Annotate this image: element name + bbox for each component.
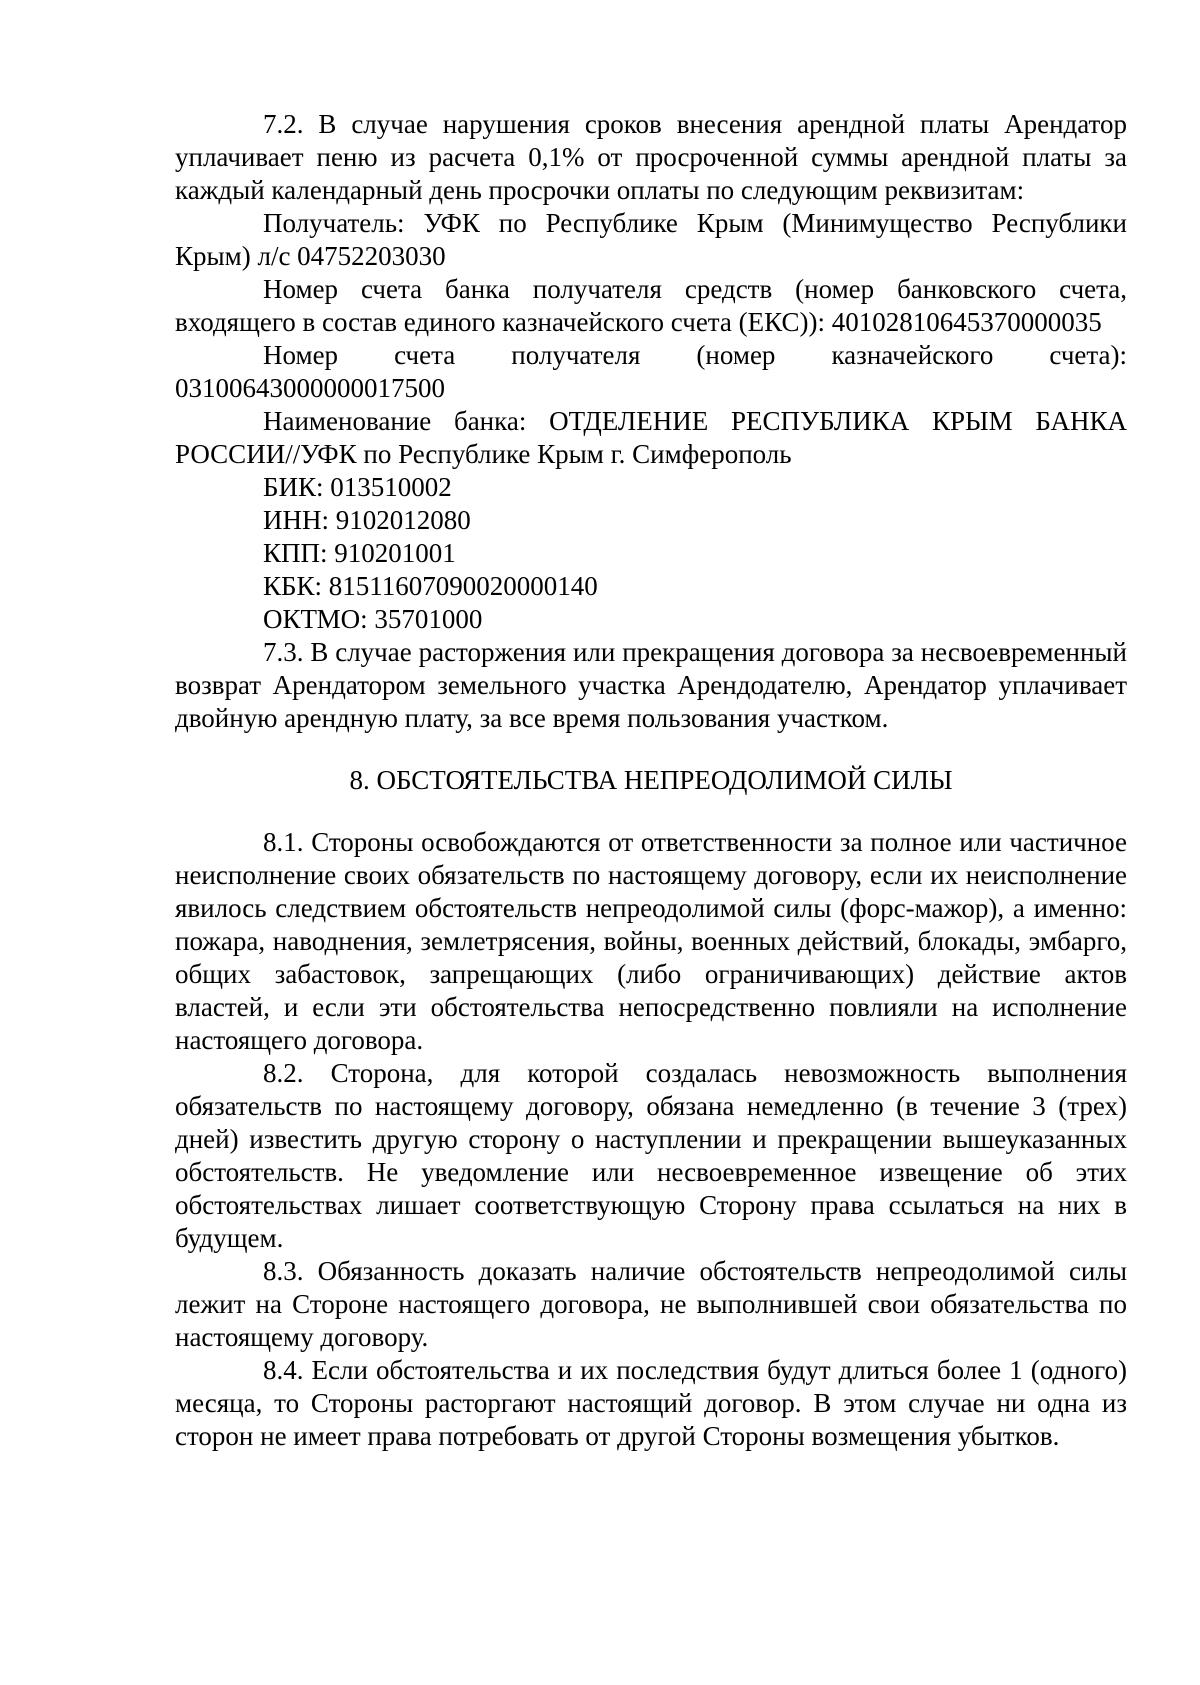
bank-account-line: Номер счета банка получателя средств (номер банковского счета, входящего в состав единого казначейского счета (ЕКС)): 40102810645370000035: [175, 274, 1127, 337]
recipient-line: Получатель: УФК по Республике Крым (Минимущество Республики Крым) л/с 04752203030: [175, 208, 1127, 271]
bank-name-line: Наименование банка: ОТДЕЛЕНИЕ РЕСПУБЛИКА КРЫМ БАНКА РОССИИ//УФК по Республике Крым г. Симферополь: [175, 406, 1127, 469]
clause-8-3: 8.3. Обязанность доказать наличие обстоятельств непреодолимой силы лежит на Стороне настоящего договора, не выполнившей свои обязательства по настоящему договору.: [175, 1256, 1127, 1352]
oktmo-line: ОКТМО: 35701000: [263, 604, 483, 634]
section-8-heading: 8. ОБСТОЯТЕЛЬСТВА НЕПРЕОДОЛИМОЙ СИЛЫ: [349, 765, 953, 795]
bik-line: БИК: 013510002: [263, 472, 452, 502]
document-page: [175, 108, 1127, 1453]
clause-7-2: 7.2. В случае нарушения сроков внесения арендной платы Арендатор уплачивает пеню из расчета 0,1% от просроченной суммы арендной платы за каждый календарный день просрочки оплаты по следующим реквизитам:: [175, 109, 1127, 205]
kpp-line: КПП: 910201001: [263, 538, 456, 568]
treasury-account-line: Номер счета получателя (номер казначейского счета): 03100643000000017500: [175, 340, 1127, 403]
clause-8-4: 8.4. Если обстоятельства и их последствия будут длиться более 1 (одного) месяца, то Стороны расторгают настоящий договор. В этом случае ни одна из сторон не имеет права потребовать от другой Стороны возмещения убытков.: [175, 1355, 1127, 1451]
clause-7-3: 7.3. В случае расторжения или прекращения договора за несвоевременный возврат Арендатором земельного участка Арендодателю, Арендатор уплачивает двойную арендную плату, за все время пользования участком.: [175, 637, 1127, 733]
inn-line: ИНН: 9102012080: [263, 505, 471, 535]
kbk-line: КБК: 81511607090020000140: [263, 571, 598, 601]
clause-8-1: 8.1. Стороны освобождаются от ответственности за полное или частичное неисполнение своих обязательств по настоящему договору, если их неисполнение явилось следствием обстоятельств непреодолимой силы (форс-мажор), а именно: пожара, наводнения, землетрясения, войны, военных действий, блокады, эмбарго, общих забастовок, запрещающих (либо ограничивающих) действие актов властей, и если эти обстоятельства непосредственно повлияли на исполнение настоящего договора.: [175, 827, 1127, 1055]
clause-8-2: 8.2. Сторона, для которой создалась невозможность выполнения обязательств по настоящему договору, обязана немедленно (в течение 3 (трех) дней) известить другую сторону о наступлении и прекращении вышеуказанных обстоятельств. Не уведомление или несвоевременное извещение об этих обстоятельствах лишает соответствующую Сторону права ссылаться на них в будущем.: [175, 1058, 1127, 1253]
